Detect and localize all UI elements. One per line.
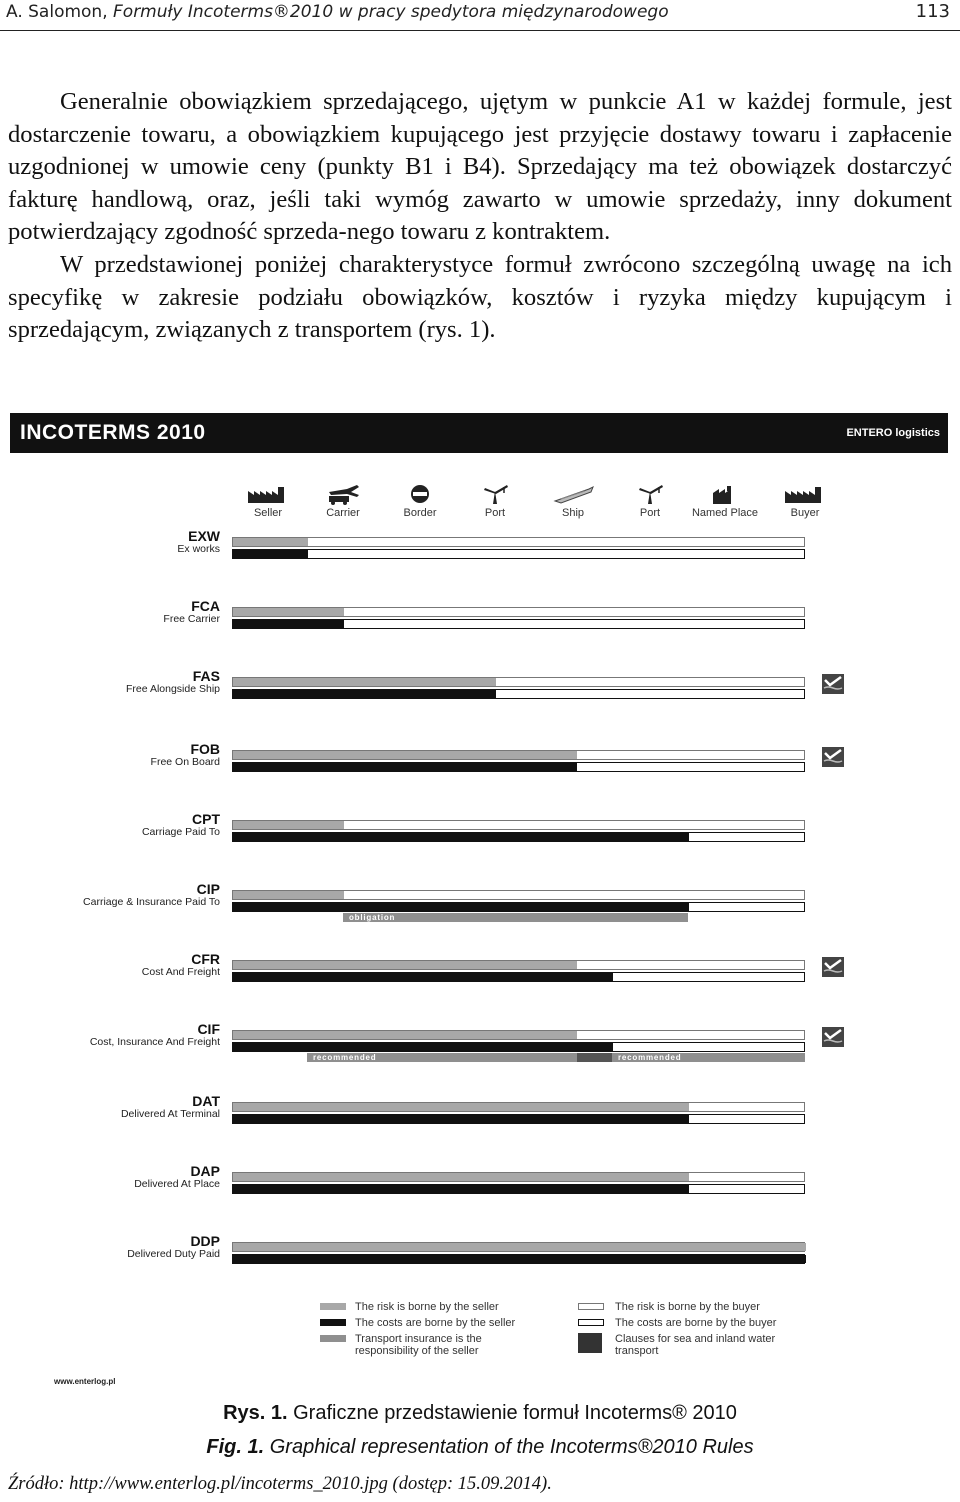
risk-bar-seller-part — [233, 1173, 689, 1181]
stop-border — [380, 483, 460, 519]
risk-bar-seller-part — [233, 608, 344, 616]
term-name: Delivered At Place — [134, 1178, 220, 1190]
risk-bar — [232, 1102, 805, 1112]
website-label: www.enterlog.pl — [54, 1377, 116, 1386]
term-code: CPT — [192, 811, 220, 827]
incoterms-figure — [0, 405, 960, 1395]
risk-bar — [232, 960, 805, 970]
stop-label: Port — [639, 507, 661, 519]
legend-swatch-cost-seller — [320, 1319, 346, 1326]
term-code: FCA — [191, 598, 220, 614]
risk-bar — [232, 750, 805, 760]
cost-bar — [232, 619, 805, 629]
cost-bar — [232, 832, 805, 842]
term-name: Cost And Freight — [141, 966, 220, 978]
term-cif — [20, 1023, 220, 1048]
term-code: FOB — [190, 741, 220, 757]
cost-bar-seller-part — [233, 903, 689, 911]
factory-icon — [244, 483, 292, 505]
stop-seller — [228, 483, 308, 519]
ship-icon — [549, 483, 597, 505]
caption-pl-label: Rys. 1. — [223, 1402, 288, 1424]
term-code: DAP — [190, 1163, 220, 1179]
term-cip — [20, 883, 220, 908]
term-dap — [20, 1165, 220, 1190]
insurance-bar: obligation — [343, 913, 688, 922]
cost-bar-seller-part — [233, 1115, 689, 1123]
running-head-author: A. Salomon, Formuły Incoterms®2010 w pracy spedytora międzynarodowego — [6, 2, 669, 22]
term-cpt — [20, 813, 220, 838]
term-name: Free Carrier — [163, 613, 220, 625]
risk-bar — [232, 607, 805, 617]
stop-ship — [533, 483, 613, 519]
cost-bar — [232, 689, 805, 699]
risk-bar-seller-part — [233, 891, 344, 899]
cost-bar-seller-part — [233, 550, 308, 558]
stop-label: Buyer — [790, 507, 820, 519]
stop-buyer — [765, 483, 845, 519]
stop-label: Seller — [253, 507, 283, 519]
term-name: Ex works — [177, 543, 220, 555]
running-head-title: Formuły Incoterms®2010 w pracy spedytora międzynarodowego — [113, 2, 669, 22]
legend-risk-buyer: The risk is borne by the buyer — [615, 1301, 760, 1313]
body-text — [8, 86, 952, 347]
crane-icon — [471, 483, 519, 505]
cost-bar — [232, 972, 805, 982]
cost-bar-seller-part — [233, 1255, 806, 1263]
risk-bar — [232, 820, 805, 830]
term-fob — [20, 743, 220, 768]
term-code: EXW — [188, 528, 220, 544]
risk-bar-seller-part — [233, 961, 577, 969]
risk-bar-seller-part — [233, 538, 308, 546]
cost-bar — [232, 1184, 805, 1194]
term-fas — [20, 670, 220, 695]
risk-bar — [232, 1030, 805, 1040]
cost-bar-seller-part — [233, 1043, 613, 1051]
sea-transport-icon — [822, 747, 844, 767]
legend-swatch-risk-buyer — [578, 1303, 604, 1310]
factory-icon — [781, 483, 829, 505]
cost-bar — [232, 762, 805, 772]
insurance-bar: recommended — [307, 1053, 577, 1062]
sea-transport-icon — [822, 1027, 844, 1047]
risk-bar-seller-part — [233, 678, 496, 686]
banner-brand: ENTERO logistics — [846, 427, 940, 439]
cost-bar — [232, 1254, 805, 1264]
stop-named-place — [685, 483, 765, 519]
risk-bar — [232, 890, 805, 900]
stop-label: Ship — [561, 507, 585, 519]
term-name: Delivered At Terminal — [120, 1108, 220, 1120]
caption-pl-text: Graficzne przedstawienie formuł Incoterms® 2010 — [287, 1402, 737, 1424]
caption-en-label: Fig. 1. — [206, 1436, 265, 1458]
legend-risk-seller: The risk is borne by the seller — [355, 1301, 499, 1313]
insurance-bar: recommended — [612, 1053, 805, 1062]
caption-pl — [0, 1402, 960, 1425]
risk-bar-seller-part — [233, 821, 344, 829]
term-ddp — [20, 1235, 220, 1260]
insurance-bar-dark — [577, 1053, 612, 1062]
risk-bar-seller-part — [233, 1243, 806, 1251]
term-fca — [20, 600, 220, 625]
figure-banner — [10, 413, 948, 453]
cost-bar-seller-part — [233, 1185, 689, 1193]
caption-en — [0, 1436, 960, 1459]
paragraph-2: W przedstawionej poniżej charakterystyce formuł zwrócono szczególną uwagę na ich specyfikę w zakresie podziału obowiązków, kosztów i ryzyka między kupującym i sprzedającym, związanych z transportem (rys. 1). — [8, 250, 952, 344]
cost-bar-seller-part — [233, 620, 344, 628]
legend-swatch-cost-buyer — [578, 1319, 604, 1326]
term-code: CIP — [196, 881, 220, 897]
term-code: CFR — [191, 951, 220, 967]
stop-port — [455, 483, 535, 519]
cost-bar-seller-part — [233, 833, 689, 841]
term-name: Carriage Paid To — [141, 826, 220, 838]
legend-cost-seller: The costs are borne by the seller — [355, 1317, 516, 1329]
caption-en-text: Graphical representation of the Incoterms®2010 Rules — [264, 1436, 754, 1458]
legend-swatch-insurance — [320, 1335, 346, 1342]
stop-label: Port — [484, 507, 506, 519]
term-cfr — [20, 953, 220, 978]
risk-bar — [232, 1172, 805, 1182]
stop-port — [610, 483, 690, 519]
cost-bar-seller-part — [233, 690, 496, 698]
legend-swatch-sea — [578, 1333, 602, 1353]
cost-bar-seller-part — [233, 763, 577, 771]
border-icon — [396, 483, 444, 505]
legend-clauses: Clauses for sea and inland water transport — [615, 1333, 776, 1357]
cost-bar — [232, 902, 805, 912]
legend-swatch-risk-seller — [320, 1303, 346, 1310]
risk-bar — [232, 1242, 805, 1252]
cost-bar — [232, 1042, 805, 1052]
term-code: DAT — [192, 1093, 220, 1109]
cost-bar — [232, 1114, 805, 1124]
term-name: Free Alongside Ship — [126, 683, 220, 695]
truck-plane-icon — [319, 483, 367, 505]
sea-transport-icon — [822, 957, 844, 977]
term-code: FAS — [192, 668, 220, 684]
stop-label: Carrier — [326, 507, 360, 519]
banner-title: INCOTERMS 2010 — [20, 421, 206, 444]
term-code: DDP — [190, 1233, 220, 1249]
term-name: Cost, Insurance And Freight — [89, 1036, 220, 1048]
risk-bar-seller-part — [233, 1103, 689, 1111]
sea-transport-icon — [822, 674, 844, 694]
cost-bar — [232, 549, 805, 559]
running-header — [0, 0, 960, 31]
warehouse-icon — [701, 483, 749, 505]
cost-bar-seller-part — [233, 973, 613, 981]
stop-label: Border — [403, 507, 437, 519]
term-dat — [20, 1095, 220, 1120]
legend-cost-buyer: The costs are borne by the buyer — [615, 1317, 777, 1329]
legend-insurance: Transport insurance is the responsibility of the seller — [355, 1333, 482, 1357]
term-name: Free On Board — [150, 756, 220, 768]
term-name: Delivered Duty Paid — [127, 1248, 220, 1260]
risk-bar — [232, 537, 805, 547]
term-name: Carriage & Insurance Paid To — [83, 896, 220, 908]
page-number: 113 — [915, 1, 950, 22]
crane-icon — [626, 483, 674, 505]
stop-carrier — [303, 483, 383, 519]
risk-bar-seller-part — [233, 1031, 577, 1039]
risk-bar-seller-part — [233, 751, 577, 759]
stop-label: Named Place — [691, 507, 759, 519]
risk-bar — [232, 677, 805, 687]
paragraph-1: Generalnie obowiązkiem sprzedającego, ujętym w punkcie A1 w każdej formule, jest dostarczenie towaru, a obowiązkiem kupującego jest przyjęcie dostawy towaru i zapłacenie uzgodnionej w umowie ceny (punkty B1 i B4). Sprzedający ma też obowiązek dostarczyć fakturę handlową, oraz, jeśli taki wymóg zawarto w umowie sprzedaży, inny dokument potwierdzający zgodność sprzeda-nego towaru z kontraktem. — [8, 88, 952, 246]
source-note: Źródło: http://www.enterlog.pl/incoterms_2010.jpg (dostęp: 15.09.2014). — [8, 1474, 552, 1494]
term-code: CIF — [197, 1021, 220, 1037]
term-exw — [20, 530, 220, 555]
